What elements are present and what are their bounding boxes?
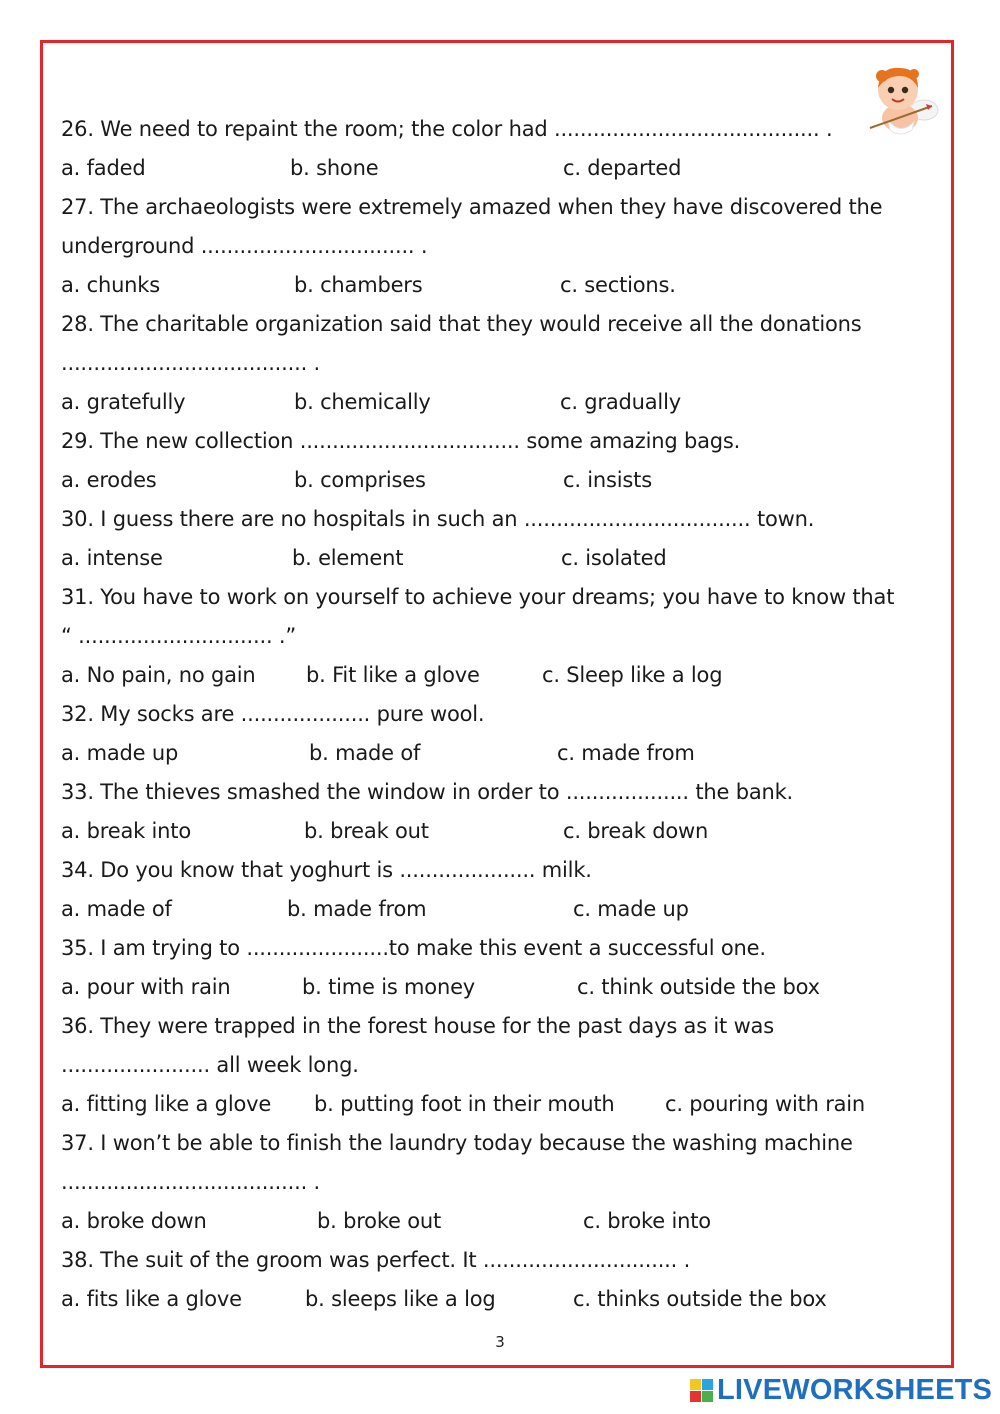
answer-option-b[interactable]: b. broke out (317, 1209, 442, 1233)
worksheet-content (61, 110, 941, 1319)
answer-option-a[interactable]: a. break into (61, 819, 191, 843)
answer-option-b[interactable]: b. made of (309, 741, 421, 765)
brand-name: LIVEWORKSHEETS (717, 1373, 993, 1406)
answer-options (61, 890, 941, 929)
answer-option-a[interactable]: a. chunks (61, 273, 160, 297)
question-stem: 35. I am trying to ......................to make this event a successful one. (61, 936, 766, 960)
answer-option-a[interactable]: a. pour with rain (61, 975, 231, 999)
answer-options (61, 266, 941, 305)
answer-option-b[interactable]: b. made from (287, 897, 427, 921)
answer-option-a[interactable]: a. made up (61, 741, 179, 765)
answer-option-c[interactable]: c. isolated (561, 546, 667, 570)
answer-option-b[interactable]: b. comprises (294, 468, 426, 492)
question-stem: 34. Do you know that yoghurt is ..................... milk. (61, 858, 592, 882)
answer-options (61, 461, 941, 500)
question-stem: 32. My socks are .................... pure wool. (61, 702, 485, 726)
answer-option-a[interactable]: a. broke down (61, 1209, 207, 1233)
question-stem: 27. The archaeologists were extremely amazed when they have discovered the (61, 195, 883, 219)
answer-options (61, 1202, 941, 1241)
answer-options (61, 1085, 941, 1124)
liveworksheets-logo[interactable] (690, 1374, 992, 1406)
answer-option-b[interactable]: b. time is money (302, 975, 476, 999)
answer-option-a[interactable]: a. gratefully (61, 390, 186, 414)
answer-option-b[interactable]: b. chambers (294, 273, 423, 297)
question-stem: 29. The new collection .................................. some amazing bags. (61, 429, 741, 453)
answer-options (61, 656, 941, 695)
question-stem-continued: “ .............................. .” (61, 624, 297, 648)
question-stem-continued: underground ................................. . (61, 234, 428, 258)
question-stem: 30. I guess there are no hospitals in such an ................................... town. (61, 507, 815, 531)
answer-option-b[interactable]: b. Fit like a glove (306, 663, 480, 687)
answer-option-c[interactable]: c. break down (563, 819, 709, 843)
answer-options (61, 383, 941, 422)
answer-option-c[interactable]: c. thinks outside the box (573, 1287, 827, 1311)
question-stem-continued: ...................................... . (61, 1170, 321, 1194)
question-stem: 31. You have to work on yourself to achieve your dreams; you have to know that (61, 585, 895, 609)
question-stem: 37. I won’t be able to finish the laundry today because the washing machine (61, 1131, 853, 1155)
answer-option-b[interactable]: b. shone (290, 156, 379, 180)
answer-option-c[interactable]: c. made up (573, 897, 689, 921)
answer-option-c[interactable]: c. pouring with rain (665, 1092, 866, 1116)
answer-option-c[interactable]: c. think outside the box (577, 975, 820, 999)
answer-option-c[interactable]: c. sections. (560, 273, 676, 297)
answer-option-a[interactable]: a. fitting like a glove (61, 1092, 272, 1116)
answer-options (61, 149, 941, 188)
answer-option-a[interactable]: a. No pain, no gain (61, 663, 256, 687)
page-number: 3 (495, 1333, 505, 1351)
answer-options (61, 1280, 941, 1319)
answer-options (61, 968, 941, 1007)
answer-options (61, 539, 941, 578)
answer-option-a[interactable]: a. erodes (61, 468, 157, 492)
logo-squares-icon (690, 1379, 713, 1402)
answer-option-b[interactable]: b. break out (304, 819, 429, 843)
question-stem-continued: ....................... all week long. (61, 1053, 359, 1077)
answer-options (61, 734, 941, 773)
answer-option-c[interactable]: c. Sleep like a log (542, 663, 723, 687)
answer-option-c[interactable]: c. departed (563, 156, 682, 180)
answer-option-b[interactable]: b. putting foot in their mouth (314, 1092, 615, 1116)
answer-option-a[interactable]: a. intense (61, 546, 163, 570)
answer-option-c[interactable]: c. gradually (560, 390, 681, 414)
answer-option-b[interactable]: b. chemically (294, 390, 431, 414)
answer-option-b[interactable]: b. sleeps like a log (305, 1287, 496, 1311)
answer-option-b[interactable]: b. element (292, 546, 404, 570)
question-stem: 33. The thieves smashed the window in order to ................... the bank. (61, 780, 794, 804)
answer-option-c[interactable]: c. insists (563, 468, 652, 492)
answer-option-a[interactable]: a. made of (61, 897, 172, 921)
answer-option-c[interactable]: c. made from (557, 741, 695, 765)
answer-option-a[interactable]: a. faded (61, 156, 146, 180)
answer-options (61, 812, 941, 851)
answer-option-a[interactable]: a. fits like a glove (61, 1287, 242, 1311)
question-stem: 28. The charitable organization said that they would receive all the donations (61, 312, 862, 336)
question-stem: 36. They were trapped in the forest house for the past days as it was (61, 1014, 774, 1038)
answer-option-c[interactable]: c. broke into (583, 1209, 711, 1233)
question-stem: 26. We need to repaint the room; the color had ......................................... . (61, 117, 833, 141)
question-stem: 38. The suit of the groom was perfect. It .............................. . (61, 1248, 691, 1272)
question-stem-continued: ...................................... . (61, 351, 321, 375)
